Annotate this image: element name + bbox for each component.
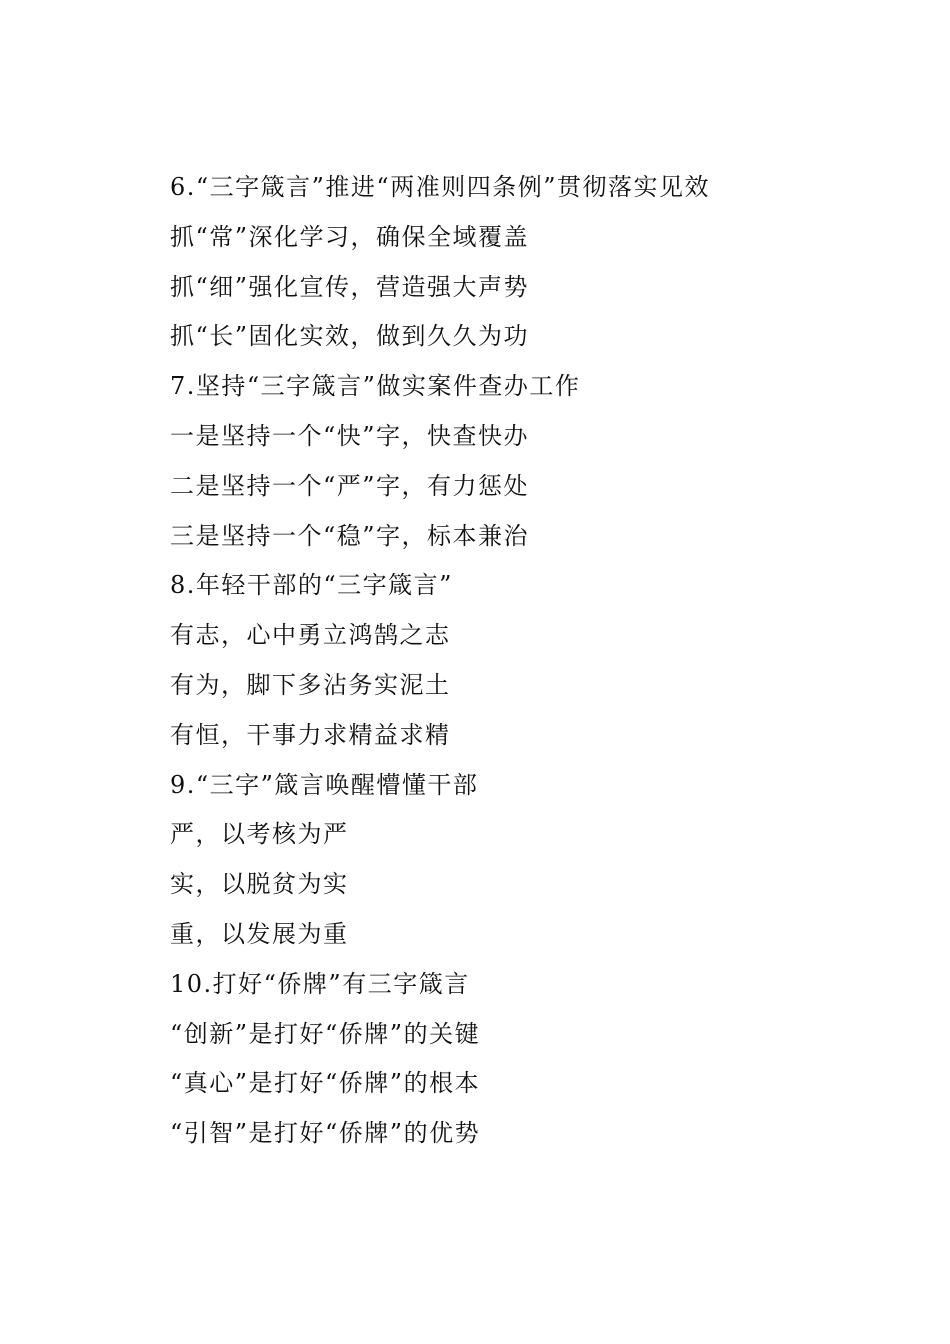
list-item: “真心”是打好“侨牌”的根本 <box>170 1069 481 1098</box>
list-item: 重，以发展为重 <box>170 919 349 948</box>
section-heading-6: 6.“三字箴言”推进“两准则四条例”贯彻落实见效 <box>170 173 710 201</box>
list-item: 实，以脱贫为实 <box>170 870 349 899</box>
list-item: 三是坚持一个“稳”字，标本兼治 <box>170 521 530 550</box>
list-item: 抓“常”深化学习，确保全域覆盖 <box>170 222 530 251</box>
list-item: 严，以考核为严 <box>170 820 349 849</box>
list-item: 二是坚持一个“严”字，有力惩处 <box>170 471 530 500</box>
document-body <box>170 163 870 1159</box>
list-item: 有为，脚下多沾务实泥土 <box>170 670 451 699</box>
list-item: “创新”是打好“侨牌”的关键 <box>170 1019 481 1048</box>
section-heading-9: 9.“三字”箴言唤醒懵懂干部 <box>170 770 479 799</box>
list-item: 有志，心中勇立鸿鹄之志 <box>170 621 451 650</box>
list-item: 抓“细”强化宣传，营造强大声势 <box>170 272 530 301</box>
list-item: 有恒，干事力求精益求精 <box>170 720 451 749</box>
list-item: 抓“长”固化实效，做到久久为功 <box>170 322 530 351</box>
list-item: “引智”是打好“侨牌”的优势 <box>170 1119 481 1148</box>
list-item: 一是坚持一个“快”字，快查快办 <box>170 421 530 450</box>
section-heading-7: 7.坚持“三字箴言”做实案件查办工作 <box>170 372 581 401</box>
section-heading-8: 8.年轻干部的“三字箴言” <box>170 571 453 600</box>
section-heading-10: 10.打好“侨牌”有三字箴言 <box>170 969 470 998</box>
